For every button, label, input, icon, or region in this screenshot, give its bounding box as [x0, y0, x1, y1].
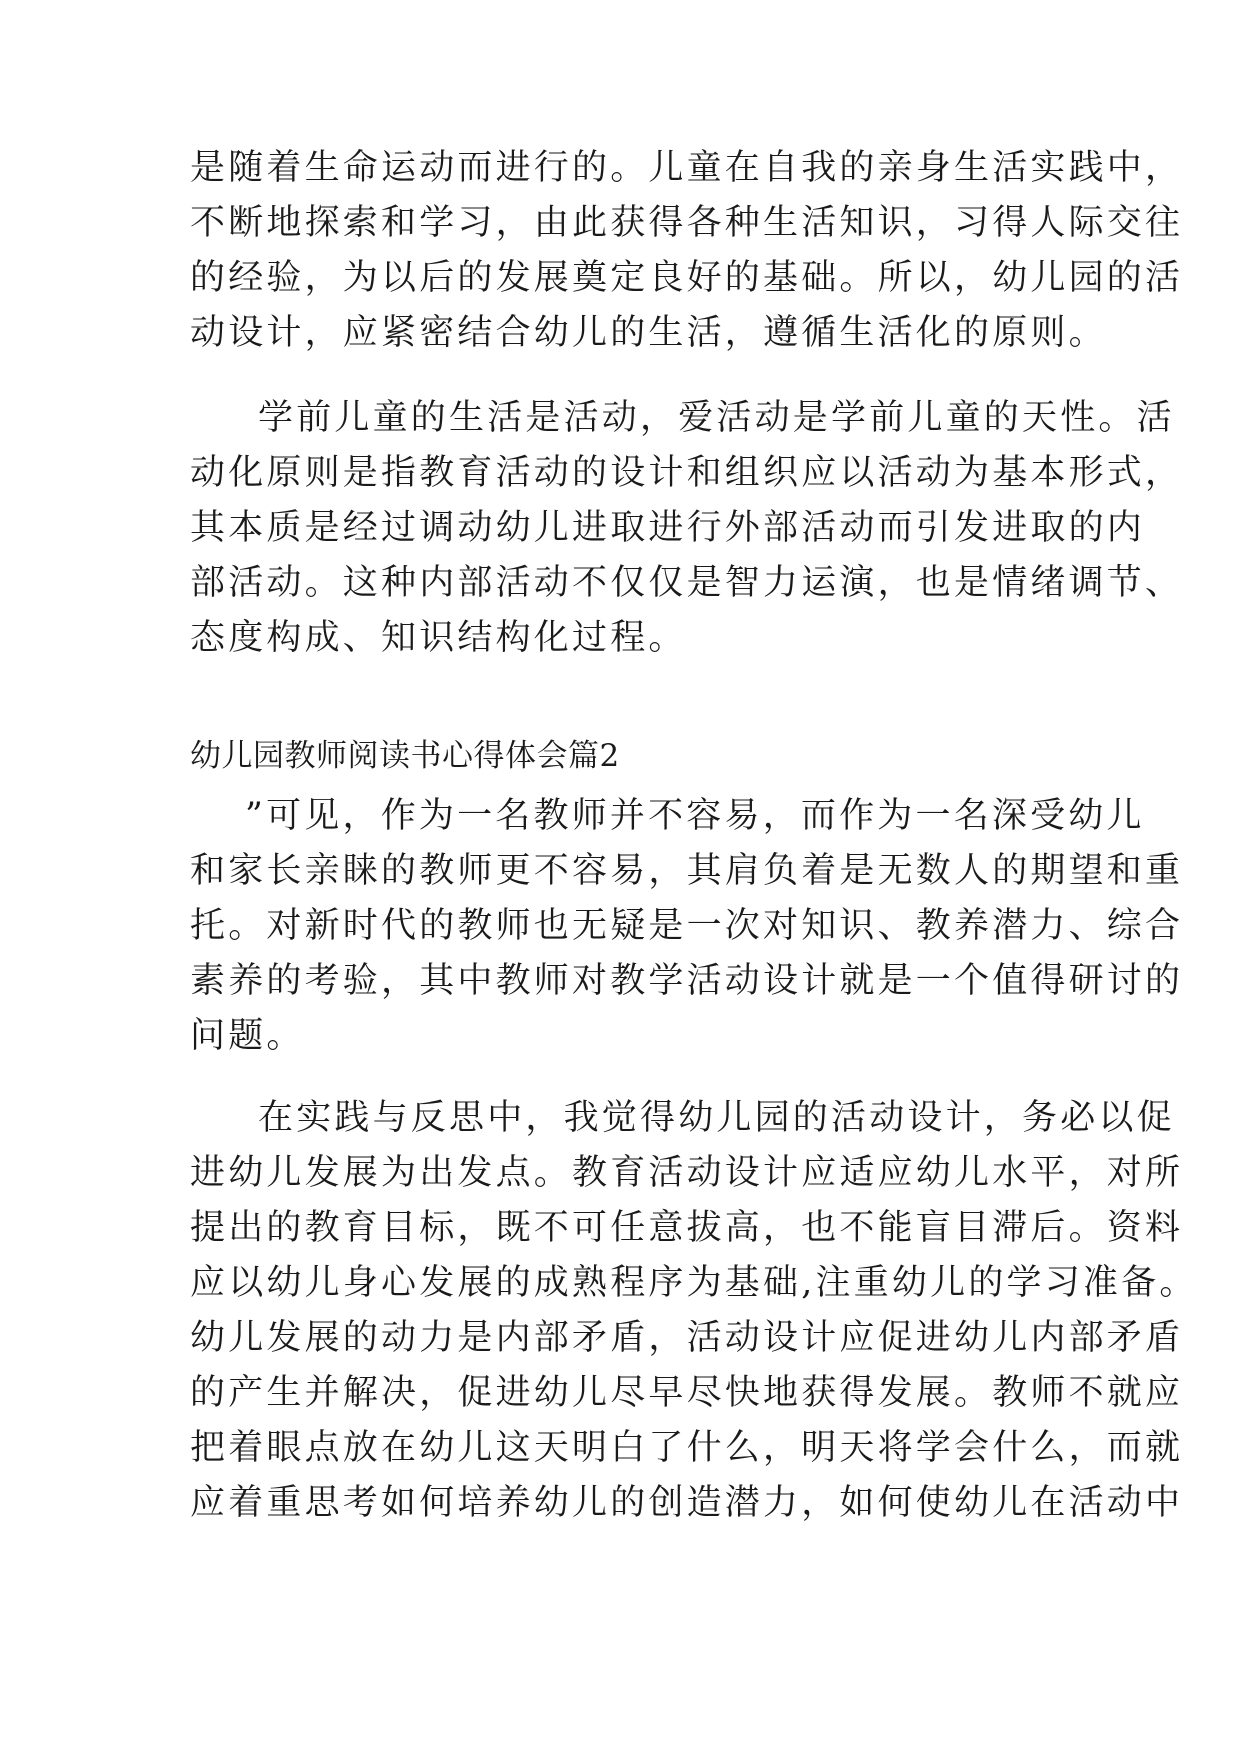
paragraph-2-line-4: 部活动。这种内部活动不仅仅是智力运演，也是情绪调节、: [190, 563, 1184, 603]
paragraph-3-line-3: 托。对新时代的教师也无疑是一次对知识、教养潜力、综合: [190, 906, 1184, 946]
paragraph-1-line-4: 动设计，应紧密结合幼儿的生活，遵循生活化的原则。: [190, 313, 1107, 353]
paragraph-3-line-2: 和家长亲睐的教师更不容易，其肩负着是无数人的期望和重: [190, 851, 1184, 891]
paragraph-3-line-1: ”可见，作为一名教师并不容易，而作为一名深受幼儿: [245, 796, 1145, 836]
paragraph-2-line-5: 态度构成、知识结构化过程。: [190, 618, 687, 658]
paragraph-2-line-1: 学前儿童的生活是活动，爱活动是学前儿童的天性。活: [258, 398, 1175, 438]
section-heading: 幼儿园教师阅读书心得体会篇2: [190, 738, 620, 774]
paragraph-4-line-1: 在实践与反思中，我觉得幼儿园的活动设计，务必以促: [258, 1098, 1175, 1138]
paragraph-2-line-3: 其本质是经过调动幼儿进取进行外部活动而引发进取的内: [190, 508, 1146, 548]
paragraph-4-line-8: 应着重思考如何培养幼儿的创造潜力，如何使幼儿在活动中: [190, 1483, 1184, 1523]
paragraph-2-line-2: 动化原则是指教育活动的设计和组织应以活动为基本形式，: [190, 453, 1184, 493]
paragraph-3-line-4: 素养的考验，其中教师对教学活动设计就是一个值得研讨的: [190, 961, 1184, 1001]
paragraph-3-line-5: 问题。: [190, 1016, 305, 1056]
paragraph-1-line-1: 是随着生命运动而进行的。儿童在自我的亲身生活实践中，: [190, 148, 1184, 188]
paragraph-4-line-3: 提出的教育目标，既不可任意拔高，也不能盲目滞后。资料: [190, 1208, 1184, 1248]
paragraph-4-line-5: 幼儿发展的动力是内部矛盾，活动设计应促进幼儿内部矛盾: [190, 1318, 1184, 1358]
paragraph-1-line-3: 的经验，为以后的发展奠定良好的基础。所以，幼儿园的活: [190, 258, 1184, 298]
paragraph-1-line-2: 不断地探索和学习，由此获得各种生活知识，习得人际交往: [190, 203, 1184, 243]
paragraph-4-line-7: 把着眼点放在幼儿这天明白了什么，明天将学会什么，而就: [190, 1428, 1184, 1468]
paragraph-4-line-4: 应以幼儿身心发展的成熟程序为基础,注重幼儿的学习准备。: [190, 1263, 1198, 1303]
paragraph-4-line-6: 的产生并解决，促进幼儿尽早尽快地获得发展。教师不就应: [190, 1373, 1184, 1413]
paragraph-4-line-2: 进幼儿发展为出发点。教育活动设计应适应幼儿水平，对所: [190, 1153, 1184, 1193]
